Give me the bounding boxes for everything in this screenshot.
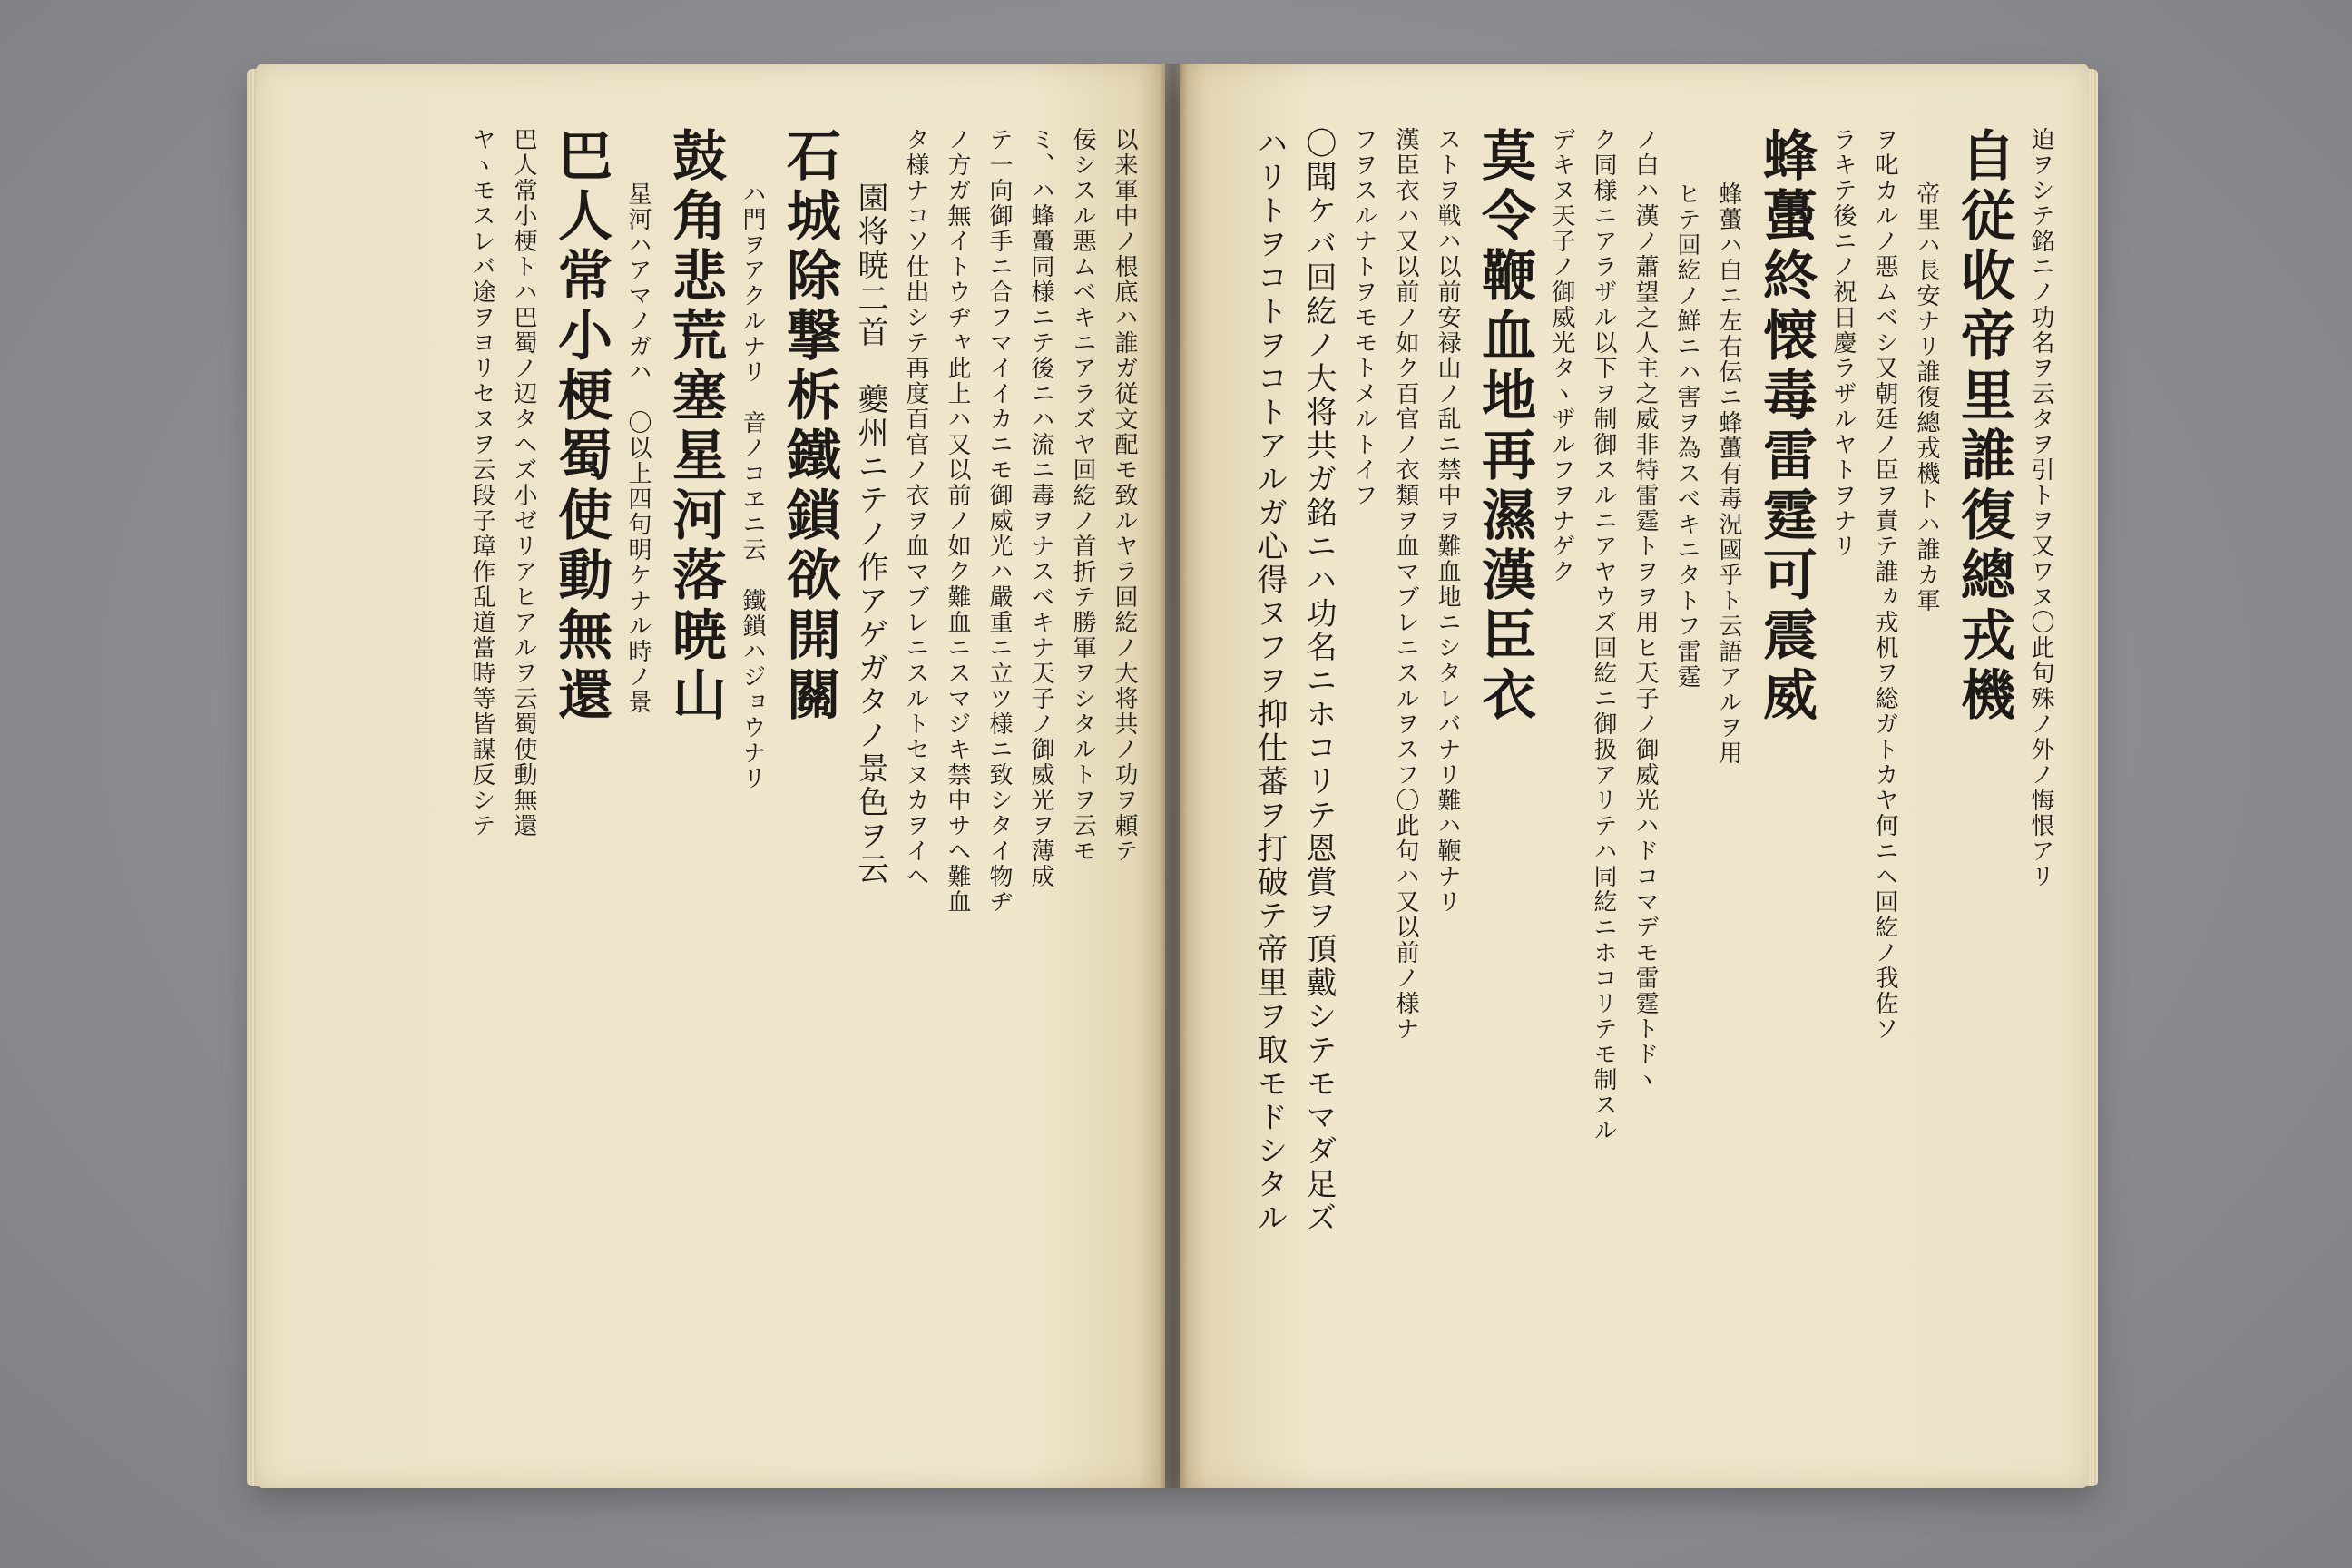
left-page-column-2: 佞シスル悪ムベキニアラズヤ回紇ノ首折テ勝軍ヲシタルトヲ云モ — [1069, 127, 1096, 864]
right-page-column-14: 漢臣衣ハ又以前ノ如ク百官ノ衣類ヲ血マブレニスルヲスフ〇此句ハ又以前ノ様ナ — [1392, 127, 1419, 1042]
right-page-column-2: 自従收帝里誰復總戎機 — [1952, 127, 2015, 726]
right-page-column-11: デキヌ天子ノ御威光タヽザルフヲナゲク — [1548, 127, 1575, 584]
left-page-column-12: 巴人常小梗蜀使動無還 — [549, 127, 612, 726]
right-page-column-10: ク同様ニアラザル以下ヲ制御スルニアヤウズ回紇ニ御扱アリテハ同紇ニホコリテモ制スル — [1590, 127, 1617, 1143]
right-page-text — [1220, 127, 2053, 1434]
right-page-column-12: 莫令鞭血地再濕漢臣衣 — [1473, 127, 1536, 726]
left-page-column-5: ノ方ガ無イトウヂャ此上ハ又以前ノ如ク難血ニスマジキ禁中サヘ難血 — [944, 127, 971, 915]
right-page-column-6: 蜂蠆終懐毒雷霆可震威 — [1754, 127, 1818, 726]
right-page-column-1: 迫ヲシテ銘ニノ功名ヲ云タヲ引トヲ又ワヌ〇此句殊ノ外ノ悔恨アリ — [2027, 127, 2054, 889]
right-page-column-8: ヒテ回紇ノ鮮ニハ害ヲ為スベキニタトフ雷霆 — [1673, 181, 1700, 690]
right-page-column-7: 蜂蠆ハ白ニ左右伝ニ蜂蠆有毒況國乎ト云語アルヲ用 — [1715, 181, 1742, 766]
left-page-column-13: 巴人常小梗トハ巴蜀ノ辺タヘズ小ゼリアヒアルヲ云蜀使動無還 — [510, 127, 537, 838]
left-page-column-10: 鼓角悲荒塞星河落暁山 — [663, 127, 727, 726]
left-page-column-14: ヤヽモスレバ途ヲヨリセヌヲ云段子璋作乱道當時等皆謀反シテ — [468, 127, 495, 838]
left-page-column-11: 星河ハアマノガハ 〇以上四句明ケナル時ノ景 — [624, 181, 652, 715]
left-page-column-4: テ一向御手ニ合フマイイカニモ御威光ハ嚴重ニ立ツ様ニ致シタイ物ヂ — [985, 127, 1013, 915]
right-page-column-3: 帝里ハ長安ナリ誰復總戎機トハ誰カ軍 — [1913, 181, 1940, 613]
left-page-column-1: 以来軍中ノ根底ハ誰ガ従文配モ致ルヤラ回紇ノ大将共ノ功ヲ頼テ — [1111, 127, 1138, 864]
left-page-column-8: 石城除撃柝鐵鎖欲開關 — [778, 127, 841, 726]
right-page — [1180, 64, 2089, 1488]
right-page-column-5: ラキテ後ニノ祝日慶ラザルヤトヲナリ — [1829, 127, 1857, 559]
right-page-column-17: ハリトヲコトヲコトアルガ心得ヌフヲ抑仕蕃ヲ打破テ帝里ヲ取モドシタル — [1251, 127, 1288, 1235]
right-page-column-16: 〇聞ケバ回紇ノ大将共ガ銘ニハ功名ニホコリテ恩賞ヲ頂戴シテモマダ足ズ — [1300, 127, 1337, 1235]
right-page-column-4: ヲ叱カルノ悪ムベシ又朝廷ノ臣ヲ責テ誰ヵ戎机ヲ総ガトカヤ何ニヘ回紇ノ我佐ソ — [1871, 127, 1898, 1042]
right-page-column-9: ノ白ハ漢ノ蕭望之人主之威非特雷霆トヲヲ用ヒ天子ノ御威光ハドコマデモ雷霆トドヽ — [1632, 127, 1659, 1093]
left-page-column-6: タ様ナコソ仕出シテ再度百官ノ衣ヲ血マブレニスルトセヌカヲイヘ — [902, 127, 929, 889]
right-page-column-13: ストヲ戦ハ以前安禄山ノ乱ニ禁中ヲ難血地ニシタレバナリ難ハ鞭ナリ — [1434, 127, 1461, 915]
left-page-column-9: ハ門ヲアクルナリ 音ノコヱニ云 鐵鎖ハジョウナリ — [739, 181, 766, 791]
left-page-column-3: ミ、ハ蜂蠆同様ニテ後ニハ流ニ毒ヲナスベキナ天子ノ御威光ヲ薄成 — [1027, 127, 1054, 889]
left-page-text — [289, 127, 1136, 1434]
left-page-column-7: 園将暁二首 夔州ニテノ作アゲガタノ景色ヲ云 — [852, 181, 888, 887]
left-page — [256, 64, 1165, 1488]
right-page-column-15: フヲスルナトヲモモトメルトイフ — [1350, 127, 1377, 508]
book-gutter — [1160, 64, 1187, 1488]
